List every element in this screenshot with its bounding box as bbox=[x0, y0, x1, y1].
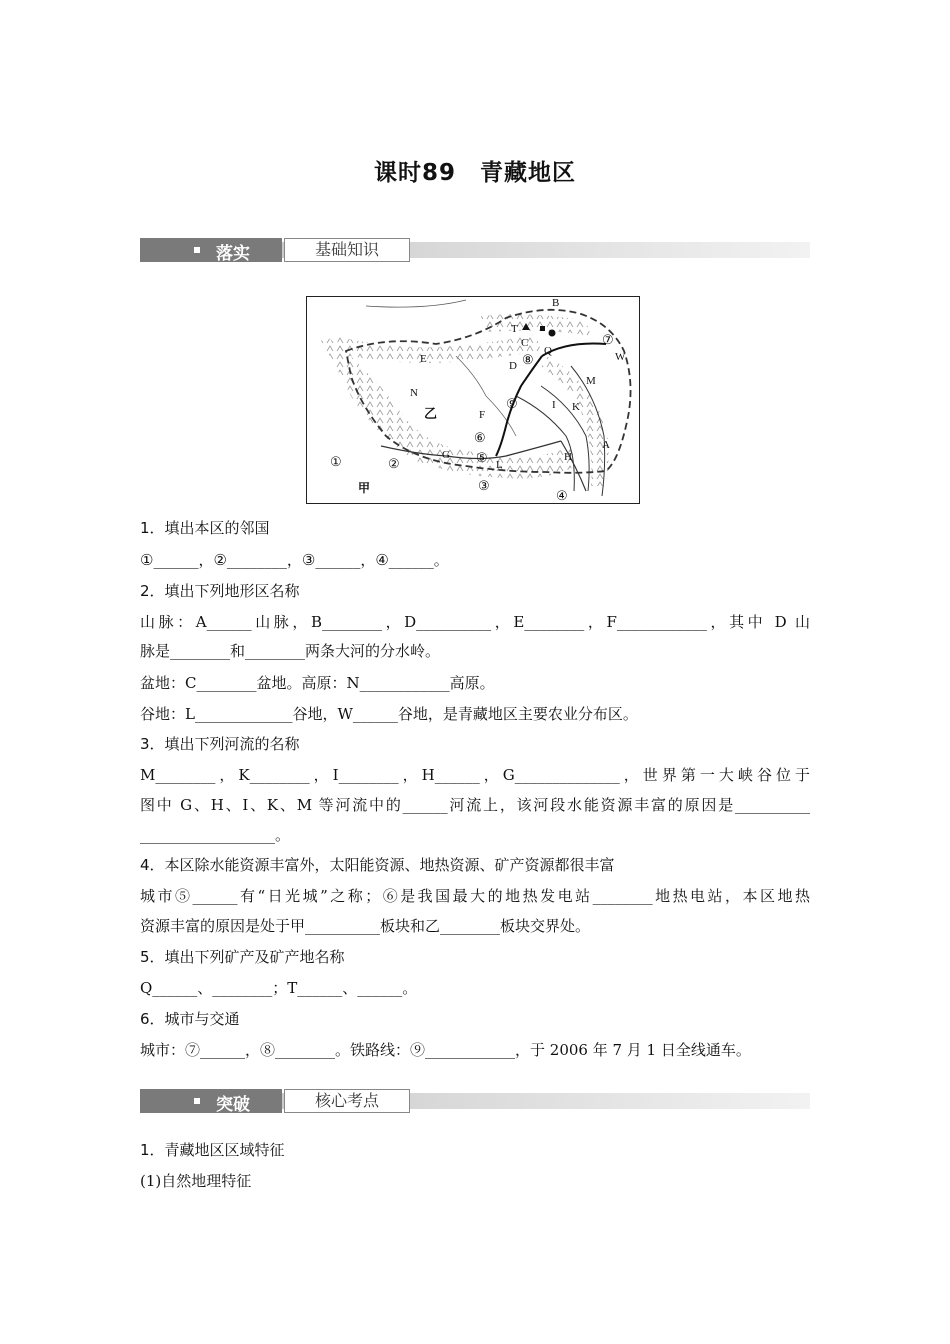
map-label-c2: ② bbox=[388, 456, 400, 471]
map-label-f: F bbox=[479, 409, 486, 421]
map-label-i: I bbox=[552, 399, 556, 411]
q2-heading: 2．填出下列地形区名称 bbox=[140, 582, 300, 600]
map-label-c4: ④ bbox=[556, 488, 568, 503]
banner-light-label: 基础知识 bbox=[284, 238, 410, 262]
map-label-t: T bbox=[511, 323, 518, 335]
map-label-c3: ③ bbox=[478, 478, 490, 493]
q5-line: Q______、________；T______、______。 bbox=[140, 979, 418, 997]
map-label-c6: ⑥ bbox=[474, 430, 486, 445]
map-label-q: Q bbox=[544, 345, 552, 357]
map-label-g: G bbox=[442, 449, 450, 461]
q2-line2: 脉是________和________两条大河的分水岭。 bbox=[140, 642, 441, 660]
qinghai-tibet-map bbox=[306, 296, 640, 504]
map-label-c9: ⑨ bbox=[506, 396, 518, 411]
part2-heading: 1．青藏地区区域特征 bbox=[140, 1141, 285, 1159]
q2-line4: 谷地：L_____________谷地，W______谷地，是青藏地区主要农业分布区。 bbox=[140, 705, 638, 723]
q1-line: ①______，②________，③______，④______。 bbox=[140, 551, 449, 569]
square-bullet-icon bbox=[194, 1098, 200, 1104]
banner-dark-tab bbox=[140, 1089, 282, 1113]
map-label-e: E bbox=[420, 353, 427, 365]
map-label-c5: ⑤ bbox=[476, 450, 488, 465]
q3-heading: 3．填出下列河流的名称 bbox=[140, 735, 300, 753]
section-banner-tupo bbox=[140, 1089, 810, 1113]
map-label-h: H bbox=[564, 451, 572, 463]
square-bullet-icon bbox=[194, 247, 200, 253]
map-label-l: L bbox=[496, 459, 503, 471]
section-banner-luoshi bbox=[140, 238, 810, 262]
page-title: 课时89 青藏地区 bbox=[373, 160, 576, 186]
q4-line2: 资源丰富的原因是处于甲__________板块和乙________板块交界处。 bbox=[140, 917, 591, 935]
map-label-c7: ⑦ bbox=[602, 332, 614, 347]
q6-heading: 6．城市与交通 bbox=[140, 1010, 240, 1028]
map-label-d: D bbox=[509, 360, 517, 372]
q1-heading: 1．填出本区的邻国 bbox=[140, 519, 270, 537]
q3-line1: M________，K________，I________，H______，G______________，世界第一大峡谷位于 bbox=[140, 766, 810, 784]
map-label-c8: ⑧ bbox=[522, 352, 534, 367]
map-label-n: N bbox=[410, 387, 418, 399]
map-label-w: W bbox=[615, 351, 626, 363]
q3-line2: 图中 G、H、I、K、M 等河流中的______河流上，该河段水能资源丰富的原因是__________ bbox=[140, 796, 810, 814]
map-label-jia: 甲 bbox=[358, 481, 371, 495]
banner-dark-label: 突破 bbox=[216, 1095, 250, 1115]
mine-circle-icon bbox=[549, 330, 556, 337]
banner-dark-label: 落实 bbox=[216, 244, 250, 264]
map-label-yi: 乙 bbox=[424, 406, 438, 421]
map-label-c1: ① bbox=[330, 454, 342, 469]
map-label-b: B bbox=[552, 297, 560, 309]
q2-line3: 盆地：C________盆地。高原：N____________高原。 bbox=[140, 674, 495, 692]
q6-line: 城市：⑦______，⑧________。铁路线：⑨____________，于 2006 年 7 月 1 日全线通车。 bbox=[140, 1041, 751, 1059]
q4-line1: 城市⑤______有“日光城”之称；⑥是我国最大的地热发电站________地热电站，本区地热 bbox=[140, 887, 810, 905]
map-label-c: C bbox=[521, 337, 529, 349]
banner-dark-tab bbox=[140, 238, 282, 262]
banner-light-label: 核心考点 bbox=[284, 1089, 410, 1113]
q3-line3: __________________。 bbox=[140, 826, 291, 844]
map-label-k: K bbox=[572, 401, 580, 413]
mine-square-icon bbox=[540, 326, 545, 331]
q4-heading: 4．本区除水能资源丰富外，太阳能资源、地热资源、矿产资源都很丰富 bbox=[140, 856, 615, 874]
q2-line1: 山脉：A______山脉，B________，D__________，E________，F____________，其中 D 山 bbox=[140, 613, 810, 631]
map-label-m: M bbox=[586, 375, 596, 387]
part2-subheading: (1)自然地理特征 bbox=[140, 1172, 252, 1190]
map-label-a: A bbox=[602, 439, 610, 451]
q5-heading: 5．填出下列矿产及矿产地名称 bbox=[140, 948, 345, 966]
